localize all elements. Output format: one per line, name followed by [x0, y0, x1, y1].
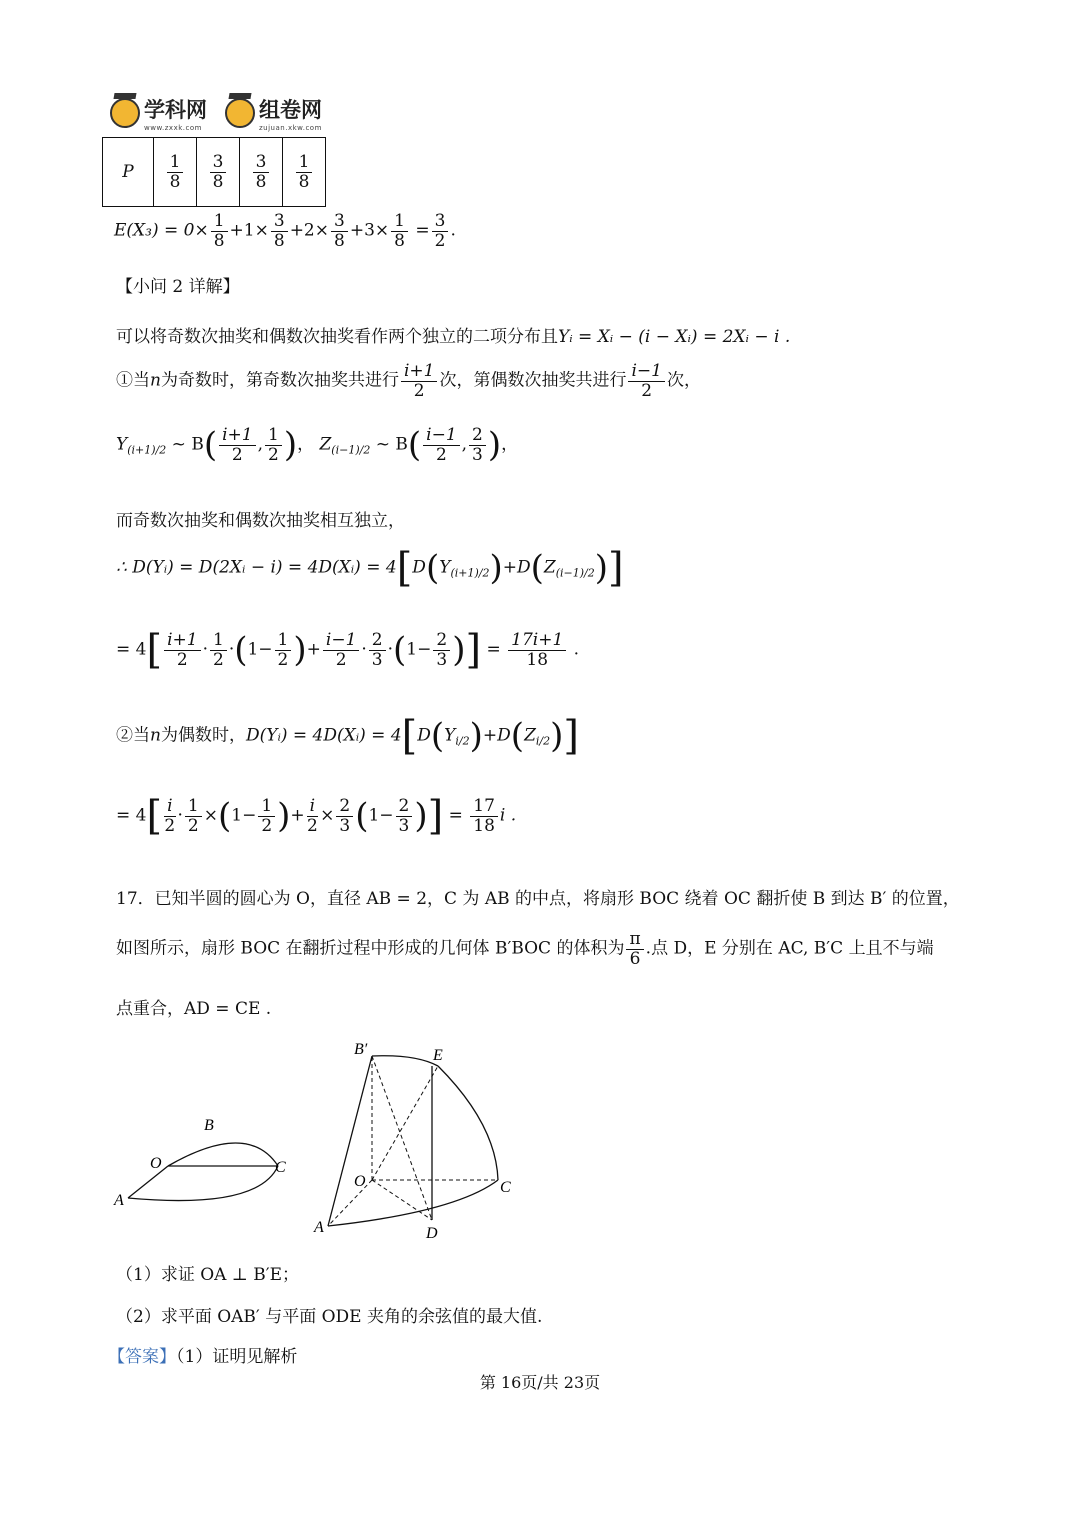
question17-line3: 点重合，AD = CE . [116, 999, 272, 1019]
zxxk-url: www.zxxk.com [144, 124, 202, 132]
probability-table [102, 137, 326, 207]
fig2-line-a-bp [328, 1056, 372, 1226]
header-logos [110, 94, 322, 132]
fig1-label-C: C [275, 1159, 286, 1176]
table-cell: $\frac{3}{8}$ [197, 138, 240, 207]
zxxk-logo[interactable] [110, 94, 207, 132]
figure-folded-sector [306, 1034, 536, 1246]
subquestion-1: （1）求证 OA ⊥ B′E； [116, 1265, 299, 1285]
fig2-label-A: A [314, 1219, 324, 1236]
paragraph-binomial: 可以将奇数次抽奖和偶数次抽奖看作两个独立的二项分布且Yᵢ = Xᵢ − (i − Xᵢ) = 2Xᵢ − i . [116, 327, 791, 347]
fig2-label-E: E [433, 1047, 443, 1064]
zxxk-brand: 学科网 [144, 98, 207, 122]
fig2-dash-bp-d [372, 1056, 432, 1220]
variance-formula-3: = 4[ $\frac{i}{2}$ · $\frac{1}{2}$ ×(1− $\frac{1}{2}$ )+ $\frac{i}{2}$ × $\frac{2}{3}$ (1− $\frac{2}{3}$ )] = $\frac{17}{18}$ i . [116, 793, 517, 839]
fig1-label-A: A [114, 1192, 124, 1209]
table-cell: $\frac{1}{8}$ [154, 138, 197, 207]
fig2-arc-bp-e [372, 1056, 438, 1066]
subquestion-2: （2）求平面 OAB′ 与平面 ODE 夹角的余弦值的最大值. [116, 1307, 543, 1327]
zujuan-brand: 组卷网 [259, 98, 322, 122]
table-cell: $\frac{1}{8}$ [283, 138, 326, 207]
fig2-label-Bp: B′ [354, 1041, 368, 1058]
case1-text: ①当n为奇数时，第奇数次抽奖共进行 $\frac{i+1}{2}$ 次，第偶数次抽奖共进行 $\frac{i-1}{2}$ 次， [116, 361, 701, 401]
section-heading: 【小问 2 详解】 [116, 277, 240, 297]
question17-line1: 17．已知半圆的圆心为 O，直径 AB = 2，C 为 AB 的中点，将扇形 BOC 绕着 OC 翻折使 B 到达 B′ 的位置， [116, 889, 960, 909]
answer-line: 【答案】（1）证明见解析 [108, 1347, 298, 1367]
variance-formula-1: ∴ D(Yᵢ) = D(2Xᵢ − i) = 4D(Xᵢ) = $4[D(Y_{(i+1)/2})+D(Z_{(i-1)/2})]$ [116, 545, 624, 591]
zujuan-logo[interactable] [225, 94, 322, 132]
fig2-label-O: O [354, 1173, 366, 1190]
fig2-label-D: D [426, 1225, 438, 1242]
table-cell: $\frac{3}{8}$ [240, 138, 283, 207]
fig1-label-O: O [150, 1155, 162, 1172]
mascot-icon [110, 98, 140, 128]
fig1-label-B: B [204, 1117, 214, 1134]
case2-formula: ②当n为偶数时，D(Yᵢ) = 4D(Xᵢ) = $4[D(Y_{i/2})+D(Z_{i/2})]$ [116, 713, 579, 759]
answer-tag: 【答案】 [108, 1347, 176, 1367]
expectation-formula: E(X₃) = 0× $\frac{1}{8}$ +1× $\frac{3}{8}$ +2× $\frac{3}{8}$ +3× $\frac{1}{8}$ = $\frac{3}{2}$ . [114, 211, 456, 251]
fig2-dash-o-d [372, 1180, 432, 1220]
independence-text: 而奇数次抽奖和偶数次抽奖相互独立， [116, 511, 405, 531]
zujuan-url: zujuan.xkw.com [259, 124, 322, 132]
figure-half-disk [108, 1110, 308, 1220]
table-header: P [103, 138, 154, 207]
distribution-line: $Y_{(i+1)/2}$ ~ B( $\frac{i+1}{2}$ , $\frac{1}{2}$ )， $Z_{(i-1)/2}$ ~ B( $\frac{i-1}{2}$ , $\frac{2}{3}$ )， [116, 425, 519, 466]
variance-formula-2: = 4[ $\frac{i+1}{2}$ · $\frac{1}{2}$ ·(1− $\frac{1}{2}$ )+ $\frac{i-1}{2}$ · $\frac{2}{3}$ ·(1− $\frac{2}{3}$ )] = $\frac{17i+1}{18}$ . [116, 627, 580, 673]
question17-line2: 如图所示，扇形 BOC 在翻折过程中形成的几何体 B′BOC 的体积为 $\frac{\pi}{6}$ .点 D，E 分别在 AC, B′C 上且不与端 [116, 929, 934, 969]
fig2-label-C: C [500, 1179, 511, 1196]
fig1-arc [168, 1143, 278, 1166]
mascot-icon [225, 98, 255, 128]
fig1-oa-line [128, 1166, 168, 1198]
page-footer: 第 16页/共 23页 [479, 1373, 601, 1392]
fig2-arc-e-c [438, 1066, 498, 1180]
